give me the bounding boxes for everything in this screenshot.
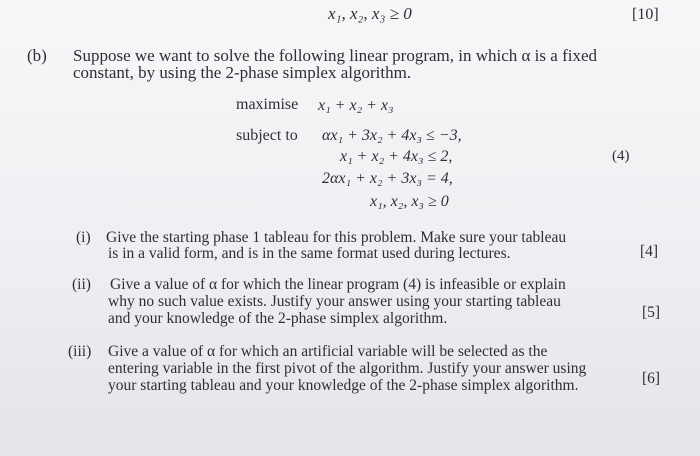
constraint-nonnegativity: x₁, x₂, x₃ ≥ 0 — [370, 193, 449, 210]
equation-number: (4) — [612, 148, 630, 164]
constraint-2: x₁ + x₂ + 4x₃ ≤ 2, — [340, 148, 453, 165]
question-iii-number: (iii) — [68, 343, 92, 360]
question-ii-marks: [5] — [642, 304, 661, 321]
question-ii-line-1: Give a value of α for which the linear program (4) is infeasible or explain — [110, 276, 566, 293]
question-i-line-2: is in a valid form, and is in the same format used during lectures. — [108, 245, 511, 262]
question-i-line-1: Give the starting phase 1 tableau for this problem. Make sure your tableau — [106, 229, 567, 246]
total-marks: [10] — [632, 6, 659, 23]
maximise-label: maximise — [236, 96, 299, 113]
intro-line-1: Suppose we want to solve the following linear program, in which α is a fixed — [73, 46, 597, 65]
question-ii-number: (ii) — [72, 276, 91, 293]
question-iii-marks: [6] — [642, 370, 661, 387]
question-i-marks: [4] — [640, 243, 659, 260]
question-iii-line-3: your starting tableau and your knowledge of the 2-phase simplex algorithm. — [108, 377, 579, 394]
intro-line-2: constant, by using the 2-phase simplex algorithm. — [73, 63, 412, 82]
constraint-1: αx₁ + 3x₂ + 4x₃ ≤ −3, — [322, 127, 462, 144]
constraint-3: 2αx₁ + x₂ + 3x₃ = 4, — [322, 170, 453, 187]
question-ii-line-2: why no such value exists. Justify your answer using your starting tableau — [108, 293, 561, 310]
question-i-number: (i) — [76, 229, 91, 246]
question-iii-line-2: entering variable in the first pivot of the algorithm. Justify your answer using — [108, 360, 587, 377]
subject-to-label: subject to — [236, 127, 298, 144]
part-label: (b) — [27, 46, 47, 65]
objective-function: x₁ + x₂ + x₃ — [318, 97, 394, 114]
question-ii-line-3: and your knowledge of the 2-phase simplex algorithm. — [108, 310, 448, 327]
question-iii-line-1: Give a value of α for which an artificial variable will be selected as the — [108, 343, 548, 360]
previous-constraint: x₁, x₂, x₃ ≥ 0 — [328, 4, 412, 23]
